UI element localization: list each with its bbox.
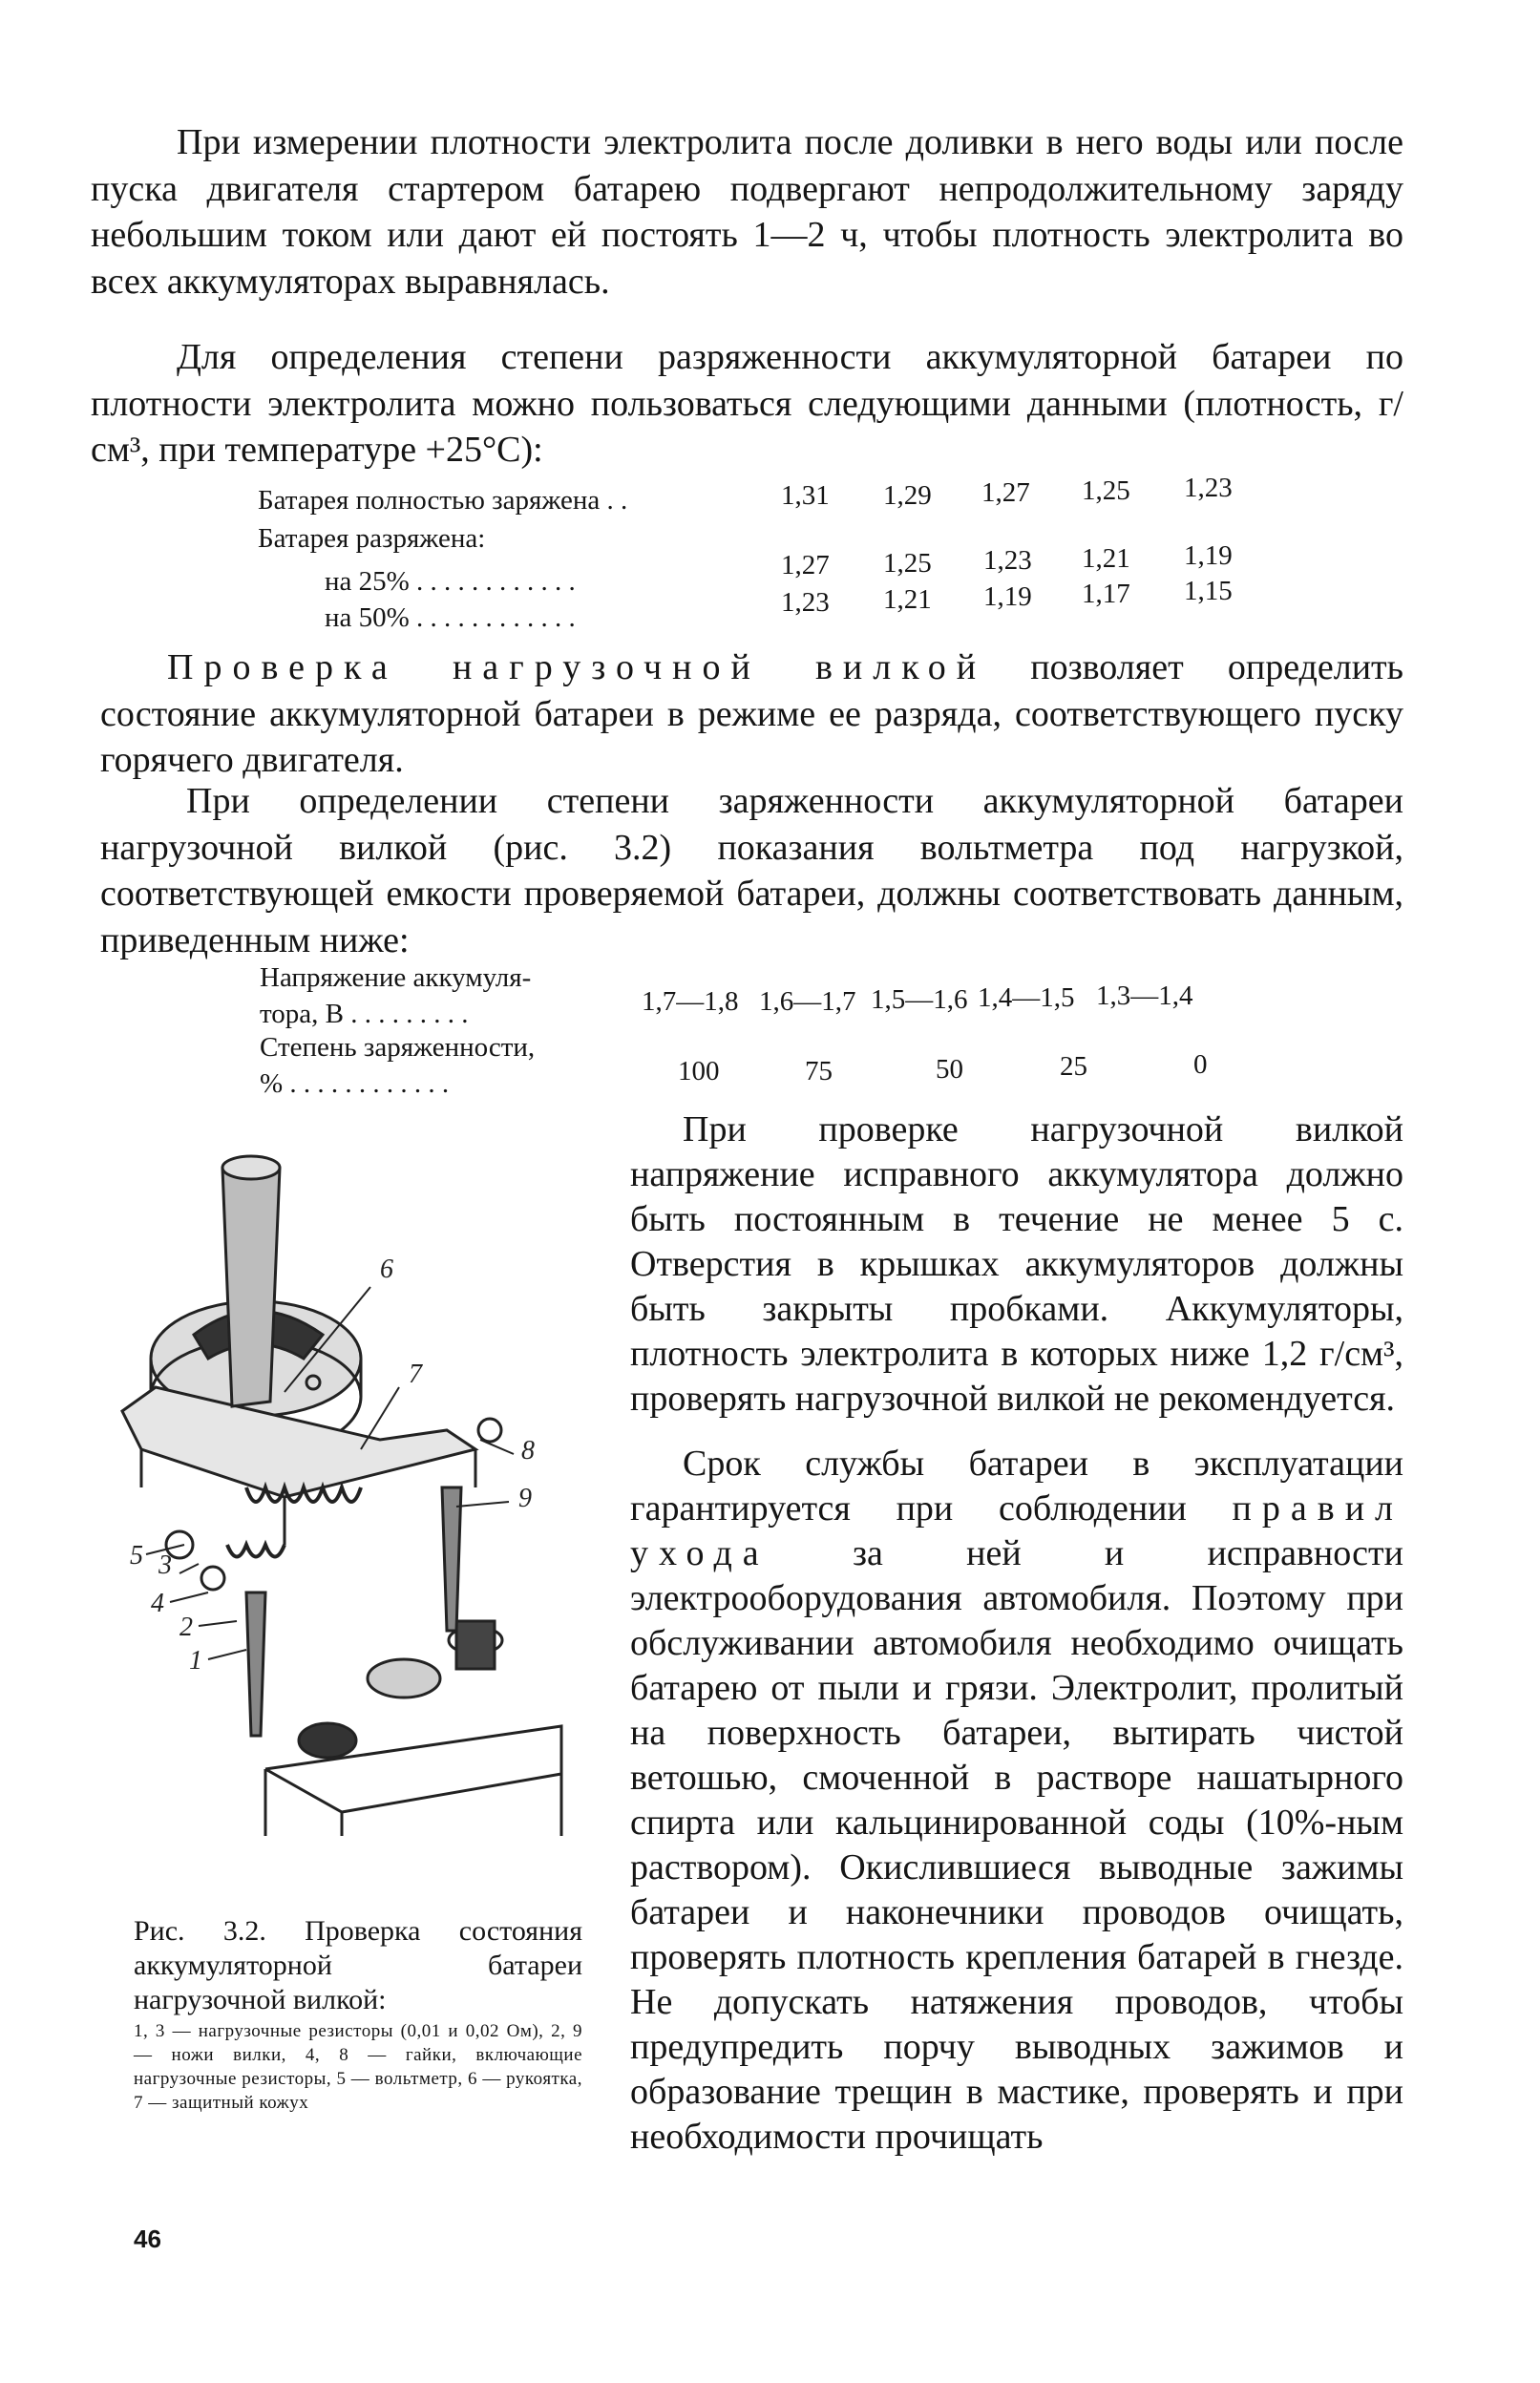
callout-label: 3	[158, 1550, 172, 1580]
density-value: 1,19	[1184, 540, 1233, 571]
charge-value: 25	[1060, 1051, 1087, 1082]
callout-label: 2	[179, 1613, 193, 1642]
callout-label: 9	[518, 1484, 532, 1513]
density-row-charged-label: Батарея полностью заряжена . .	[258, 485, 628, 516]
density-value: 1,29	[883, 480, 932, 511]
voltage-label: тора, В . . . . . . . . .	[260, 999, 469, 1029]
page-number: 46	[134, 2225, 161, 2253]
paragraph-text: за ней и исправности электрооборудования автомобиля. Поэтому при обслуживании автомобиля необходимо очищать батарею от пыли и грязи. Электролит, пролитый на поверхность батареи, вытирать чистой ветошью, смоченной в растворе нашатырного спирта или кальцинированной соды (10%-ным раствором). Окислившиеся выводные зажимы батареи и наконечники проводов очищать, проверять плотность крепления батарей в гнезде. Не допускать натяжения проводов, чтобы предупредить порчу выводных зажимов и образование трещин в мастике, проверять и при необходимости прочищать	[630, 1533, 1403, 2157]
density-value: 1,31	[781, 480, 830, 511]
callout-label: 6	[380, 1255, 393, 1284]
callout-label: 8	[521, 1436, 535, 1466]
load-fork-illustration	[113, 1144, 590, 1836]
voltage-label: Напряжение аккумуля-	[260, 962, 532, 993]
figure-legend: 1, 3 — нагрузочные резисторы (0,01 и 0,02 Ом), 2, 9 — ножи вилки, 4, 8 — гайки, включающие нагрузочные резисторы, 5 — вольтметр, 6 — рукоятка, 7 — защитный кожух	[134, 2021, 582, 2113]
paragraph-text: Срок службы батареи в эксплуатации гарантируется при соблюдении	[630, 1444, 1403, 1529]
density-row-25-label: на 25% . . . . . . . . . . . .	[325, 566, 576, 597]
paragraph-battery-service	[630, 1442, 1403, 2160]
emphasized-term: Проверка нагрузочной вилкой	[167, 647, 987, 687]
density-value: 1,27	[781, 550, 830, 580]
callout-label: 5	[130, 1541, 143, 1571]
charge-value: 75	[805, 1056, 833, 1086]
voltage-value: 1,6—1,7	[759, 986, 856, 1017]
density-value: 1,19	[983, 581, 1032, 612]
voltage-value: 1,4—1,5	[978, 982, 1075, 1013]
paragraph-discharge-density: Для определения степени разряженности аккумуляторной батареи по плотности электролита можно пользоваться следующими данными (плотность, г/см³, при температуре +25°С):	[91, 337, 1403, 470]
voltage-value: 1,5—1,6	[871, 984, 968, 1015]
paragraph-text: позволяет определить состояние аккумуляторной батареи в режиме ее разряда, соответствующего пуску горячего двигателя.	[100, 647, 1403, 780]
callout-label: 7	[409, 1360, 422, 1389]
density-row-50-label: на 50% . . . . . . . . . . . .	[325, 602, 576, 633]
density-value: 1,23	[781, 587, 830, 618]
paragraph-load-fork-procedure: При проверке нагрузочной вилкой напряжение исправного аккумулятора должно быть постоянным в течение не менее 5 с. Отверстия в крышках аккумуляторов должны быть закрыты пробками. Аккумуляторы, плотность электролита в которых ниже 1,2 г/см³, проверять нагрузочной вилкой не рекомендуется.	[630, 1109, 1403, 1419]
density-row-discharged-label: Батарея разряжена:	[258, 523, 486, 554]
density-value: 1,21	[1082, 543, 1130, 574]
callout-label: 1	[189, 1646, 202, 1676]
density-value: 1,17	[1082, 579, 1130, 609]
density-value: 1,21	[883, 584, 932, 615]
charge-value: 100	[678, 1056, 720, 1086]
density-value: 1,23	[983, 545, 1032, 576]
figure-caption: Рис. 3.2. Проверка состояния аккумуляторной батареи нагрузочной вилкой:	[134, 1915, 582, 2015]
emphasized-term: правил ухода	[630, 1488, 1403, 1573]
paragraph-electrolyte-measurement: При измерении плотности электролита после доливки в него воды или после пуска двигателя стартером батарею подвергают непродолжительному заряду небольшим током или дают ей постоять 1—2 ч, чтобы плотность электролита во всех аккумуляторах выравнялась.	[91, 122, 1403, 302]
charge-value: 0	[1193, 1049, 1208, 1080]
charge-label: % . . . . . . . . . . . .	[260, 1068, 450, 1099]
charge-label: Степень заряженности,	[260, 1032, 536, 1063]
density-value: 1,27	[981, 477, 1030, 508]
paragraph-load-fork-voltage: При определении степени заряженности аккумуляторной батареи нагрузочной вилкой (рис. 3.2) показания вольтметра под нагрузкой, соответствующей емкости проверяемой батареи, должны соответствовать данным, приведенным ниже:	[100, 781, 1403, 960]
density-value: 1,23	[1184, 473, 1233, 503]
density-value: 1,15	[1184, 576, 1233, 606]
callout-label: 4	[151, 1589, 164, 1618]
voltage-value: 1,7—1,8	[642, 986, 739, 1017]
density-value: 1,25	[1082, 475, 1130, 506]
paragraph-load-fork-check	[100, 644, 1403, 784]
charge-value: 50	[936, 1054, 963, 1085]
density-value: 1,25	[883, 548, 932, 579]
voltage-value: 1,3—1,4	[1096, 981, 1193, 1011]
